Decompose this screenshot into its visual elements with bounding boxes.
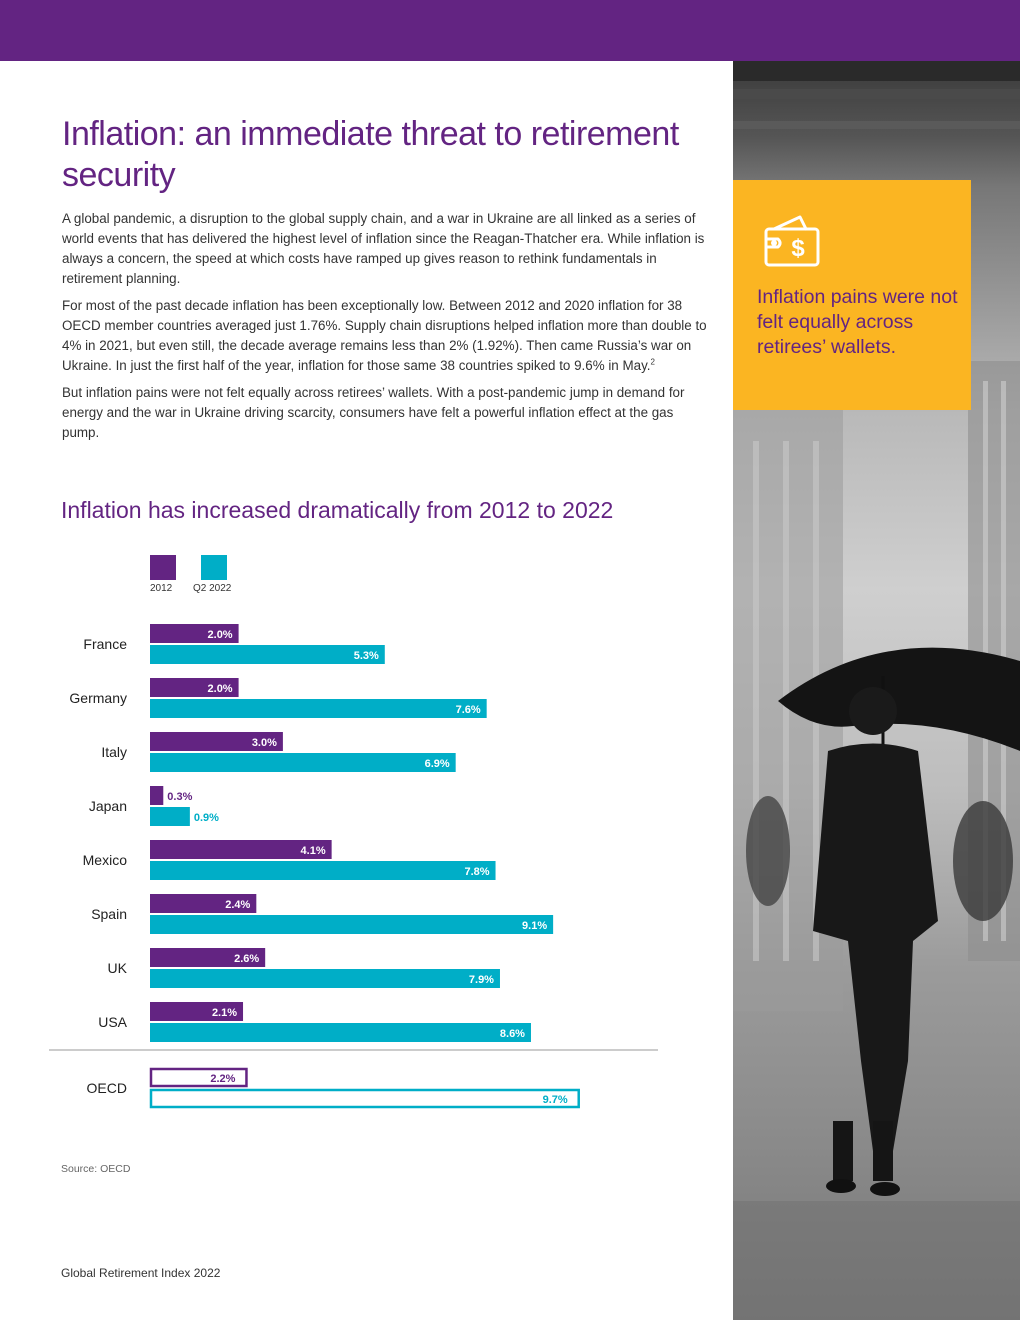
callout-text: Inflation pains were not felt equally across retirees’ wallets. — [757, 286, 958, 358]
legend-label-q2-2022: Q2 2022 — [193, 583, 232, 594]
chart-title: Inflation has increased dramatically from 2012 to 2022 — [61, 497, 614, 523]
data-label-germany-q2-2022: 7.6% — [455, 704, 481, 716]
bar-japan-2012 — [150, 786, 163, 805]
data-label-mexico-2012: 4.1% — [300, 845, 326, 857]
paragraph-2 — [62, 296, 714, 376]
bar-uk-q2-2022 — [150, 969, 500, 988]
data-label-usa-q2-2022: 8.6% — [499, 1028, 525, 1040]
data-label-france-q2-2022: 5.3% — [353, 650, 379, 662]
data-label-usa-2012: 2.1% — [211, 1007, 238, 1019]
data-label-oecd-2012: 2.2% — [210, 1073, 236, 1085]
category-label-oecd: OECD — [86, 1080, 127, 1096]
data-label-italy-q2-2022: 6.9% — [424, 758, 450, 770]
bar-france-q2-2022 — [150, 645, 385, 664]
source-note: Source: OECD — [61, 1163, 131, 1175]
bar-germany-q2-2022 — [150, 699, 487, 718]
body-text — [62, 209, 714, 450]
category-label-germany: Germany — [69, 690, 127, 706]
page-footer: Global Retirement Index 2022 — [61, 1266, 221, 1280]
bar-mexico-q2-2022 — [150, 861, 496, 880]
inflation-bar-chart — [40, 610, 670, 1130]
legend-item-q2-2022 — [193, 555, 232, 594]
data-label-spain-2012: 2.4% — [225, 899, 251, 911]
data-label-japan-2012: 0.3% — [167, 791, 193, 803]
category-label-italy: Italy — [101, 744, 127, 760]
page-title: Inflation: an immediate threat to retirement security — [62, 115, 679, 194]
category-label-japan: Japan — [88, 798, 127, 814]
legend-swatch-2012 — [150, 555, 176, 580]
data-label-uk-2012: 2.6% — [234, 953, 260, 965]
bar-italy-q2-2022 — [150, 753, 456, 772]
data-label-uk-q2-2022: 7.9% — [468, 974, 494, 986]
chart-legend — [150, 555, 270, 595]
data-label-oecd-q2-2022: 9.7% — [542, 1094, 568, 1106]
bar-usa-q2-2022 — [150, 1023, 531, 1042]
legend-swatch-q2-2022 — [201, 555, 227, 580]
bar-japan-q2-2022 — [150, 807, 190, 826]
category-label-france: France — [83, 636, 127, 652]
legend-item-2012 — [150, 555, 176, 594]
data-label-japan-q2-2022: 0.9% — [193, 812, 219, 824]
data-label-italy-2012: 3.0% — [251, 737, 277, 749]
data-label-spain-q2-2022: 9.1% — [522, 920, 548, 932]
data-label-germany-2012: 2.0% — [207, 683, 233, 695]
paragraph-3: But inflation pains were not felt equally across retirees’ wallets. With a post-pandemic jump in demand for energy and the war in Ukraine driving scarcity, consumers have felt a powerful inflation effect at the gas pump. — [62, 385, 685, 440]
category-label-mexico: Mexico — [82, 852, 127, 868]
svg-text:$: $ — [791, 235, 805, 262]
bar-oecd-q2-2022 — [151, 1090, 579, 1107]
category-label-spain: Spain — [91, 906, 127, 922]
bar-spain-q2-2022 — [150, 915, 553, 934]
footnote-mark: 2 — [650, 357, 655, 367]
category-label-uk: UK — [107, 960, 127, 976]
data-label-france-2012: 2.0% — [207, 629, 233, 641]
header-band — [0, 0, 1020, 61]
category-label-usa: USA — [98, 1014, 127, 1030]
legend-label-2012: 2012 — [150, 583, 173, 594]
callout-box — [733, 180, 971, 410]
paragraph-2-text: For most of the past decade inflation has been exceptionally low. Between 2012 and 2020 inflation for 38 OECD member countries averaged just 1.76%. Supply chain disruptions helped inflation more than double to 4% in 2021, but even still, the decade average remains less than 2% (1.92%). Then came Russia’s war on Ukraine. In just the first half of the year, inflation for those same 38 countries spiked to 9.6% in May. — [62, 298, 707, 373]
paragraph-1: A global pandemic, a disruption to the global supply chain, and a war in Ukraine are all linked as a series of world events that has delivered the highest level of inflation since the Reagan-Thatcher era. While inflation is always a concern, the speed at which costs have ramped up gives reason to rethink fundamentals in retirement planning. — [62, 211, 705, 286]
data-label-mexico-q2-2022: 7.8% — [464, 866, 490, 878]
wallet-dollar-icon — [760, 213, 824, 269]
